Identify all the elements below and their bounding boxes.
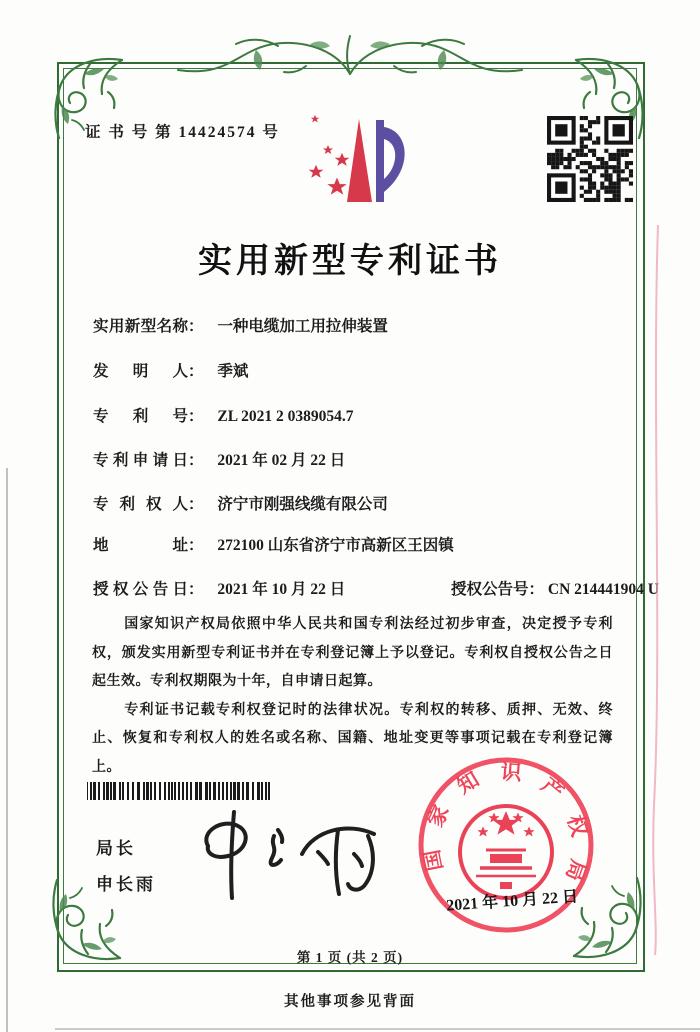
field-value: 一种电缆加工用拉伸装置 bbox=[217, 318, 388, 335]
field-colon: ： bbox=[188, 363, 204, 380]
page-number: 第 1 页 (共 2 页) bbox=[296, 950, 404, 965]
field-label: 授权公告日 bbox=[93, 581, 188, 598]
back-note: 其他事项参见背面 bbox=[284, 994, 416, 1010]
grant-number-label: 授权公告号 bbox=[451, 581, 529, 598]
field-value: 2021 年 02 月 22 日 bbox=[217, 452, 346, 469]
field-colon: ： bbox=[188, 537, 204, 554]
director-name: 申长雨 bbox=[96, 875, 156, 894]
field-label: 专利申请日 bbox=[93, 452, 188, 469]
field-value: 272100 山东省济宁市高新区王因镇 bbox=[217, 537, 454, 554]
seal-text: 国家知识产权局 bbox=[419, 759, 592, 885]
national-emblem-icon bbox=[460, 806, 552, 898]
director-signature bbox=[182, 806, 394, 902]
director-title: 局长 bbox=[96, 839, 136, 858]
top-swag-icon bbox=[160, 20, 540, 92]
field-label: 地址 bbox=[93, 537, 188, 554]
field-label: 专利权人 bbox=[93, 496, 188, 513]
field-colon: ： bbox=[188, 496, 204, 513]
qr-code-icon bbox=[546, 116, 634, 202]
legal-paragraph-2: 专利证书记载专利权登记时的法律状况。专利权的转移、质押、无效、终止、恢复和专利权人的姓名或名称、国籍、地址变更等事项记载在专利登记簿上。 bbox=[92, 702, 613, 775]
grant-date-value: 2021 年 10 月 22 日 bbox=[217, 581, 346, 598]
certificate-title: 实用新型专利证书 bbox=[198, 243, 502, 280]
grant-number-value: CN 214441904 U bbox=[547, 581, 659, 598]
field-label: 发明人 bbox=[93, 363, 188, 380]
field-colon: ： bbox=[188, 318, 204, 335]
field-colon: ： bbox=[188, 452, 204, 469]
field-colon: ： bbox=[188, 408, 204, 425]
field-label: 实用新型名称 bbox=[93, 318, 188, 335]
field-row-filing-date bbox=[93, 448, 345, 470]
field-row-address bbox=[93, 533, 454, 555]
field-row-grant bbox=[93, 577, 659, 599]
field-value: 季斌 bbox=[217, 363, 249, 380]
scan-edge-pink bbox=[648, 225, 664, 955]
cnipa-logo bbox=[292, 106, 414, 212]
field-colon: ： bbox=[188, 581, 204, 598]
field-row-invention-name bbox=[93, 314, 388, 336]
field-value: 济宁市刚强线缆有限公司 bbox=[217, 496, 388, 513]
certificate-number: 证 书 号 第 14424574 号 bbox=[85, 124, 280, 141]
legal-paragraph-1: 国家知识产权局依照中华人民共和国专利法经过初步审查，决定授予专利权，颁发实用新型专利证书并在专利登记簿上予以登记。专利权自授权公告之日起生效。专利权期限为十年，自申请日起算。 bbox=[92, 617, 613, 689]
scan-edge-left bbox=[6, 468, 8, 1032]
field-colon: ： bbox=[528, 581, 545, 598]
barcode-icon bbox=[85, 782, 277, 800]
field-row-patent-number bbox=[93, 404, 353, 426]
grant-number bbox=[451, 577, 659, 599]
field-row-inventor bbox=[93, 359, 248, 381]
scan-edge-bottom bbox=[55, 1028, 700, 1030]
seal-date: 2021 年 10 月 22 日 bbox=[445, 888, 579, 915]
field-value: ZL 2021 2 0389054.7 bbox=[217, 408, 354, 425]
field-label: 专利号 bbox=[93, 408, 188, 425]
field-row-patentee bbox=[93, 492, 388, 514]
